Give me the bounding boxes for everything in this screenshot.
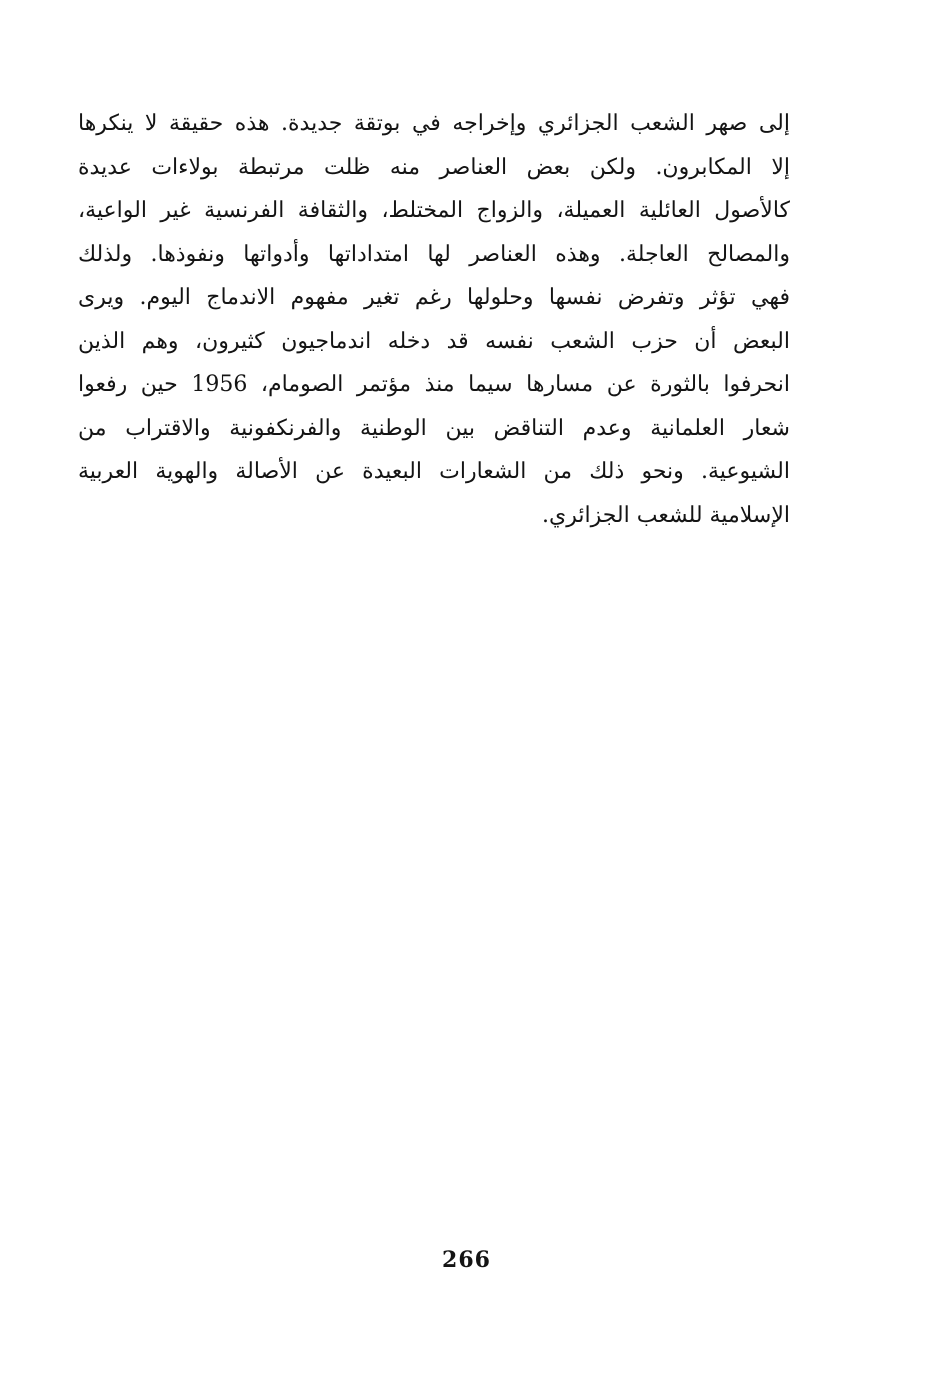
text-line-6: البعض أن حزب الشعب نفسه قد دخله اندماجيون كثيرون، وهم الذين: [78, 328, 790, 354]
text-line-9: الشيوعية. ونحو ذلك من الشعارات البعيدة عن الأصالة والهوية العربية: [78, 459, 790, 484]
text-line-1: إلى صهر الشعب الجزائري وإخراجه في بوتقة جديدة. هذه حقيقة لا ينكرها: [78, 111, 790, 136]
text-line-5: فهي تؤثر وتفرض نفسها وحلولها رغم تغير مفهوم الاندماج اليوم. ويرى: [78, 285, 790, 310]
text-line-4: والمصالح العاجلة. وهذه العناصر لها امتداداتها وأدواتها ونفوذها. ولذلك: [78, 241, 790, 267]
text-line-10: الإسلامية للشعب الجزائري.: [542, 502, 790, 528]
body-paragraph: [78, 102, 790, 537]
text-line-8: شعار العلمانية وعدم التناقض بين الوطنية والفرنكفونية والاقتراب من: [78, 415, 790, 441]
text-line-2: إلا المكابرون. ولكن بعض العناصر منه ظلت مرتبطة بولاءات عديدة: [78, 154, 790, 180]
text-line-3: كالأصول العائلية العميلة، والزواج المختلط، والثقافة الفرنسية غير الواعية،: [78, 198, 790, 223]
page-number: 266: [442, 1247, 491, 1273]
text-line-7: انحرفوا بالثورة عن مسارها سيما منذ مؤتمر الصومام، 1956 حين رفعوا: [78, 372, 790, 397]
